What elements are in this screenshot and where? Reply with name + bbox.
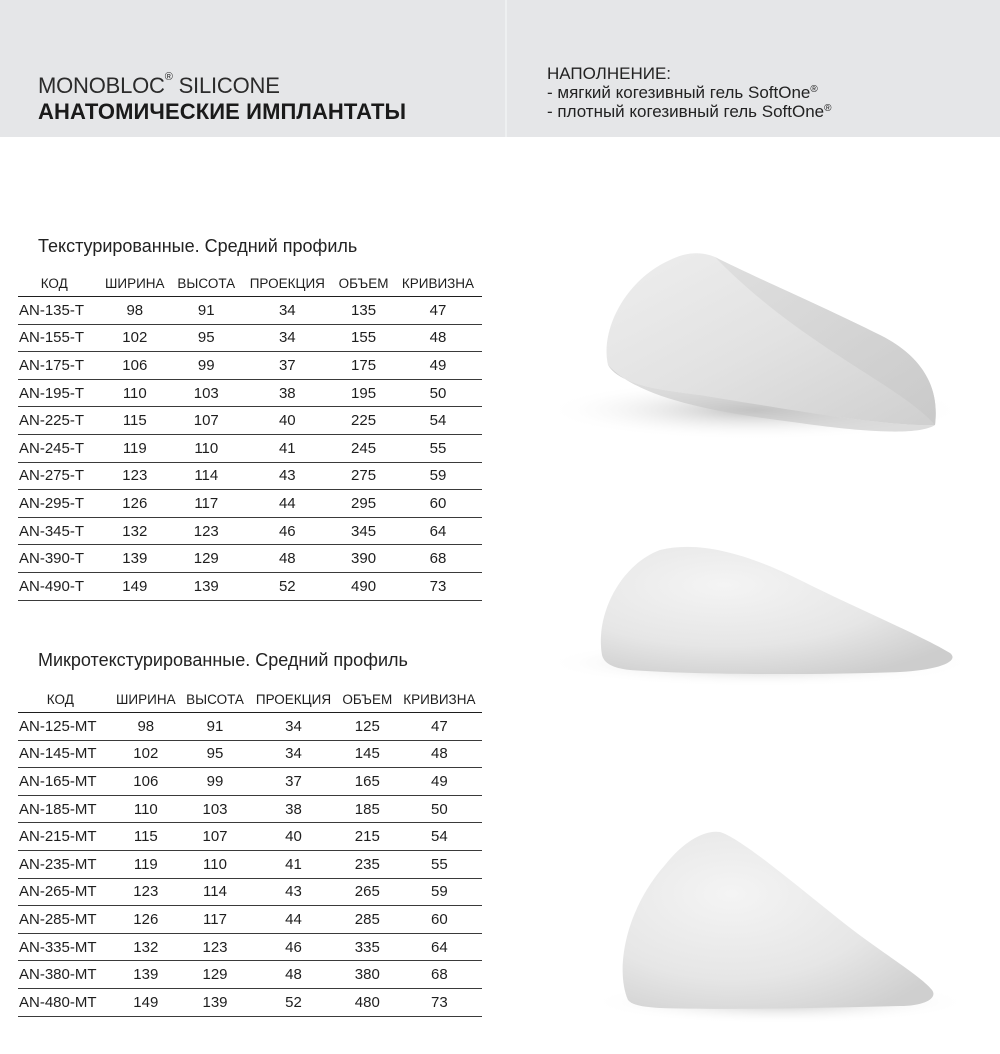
model-code-cell: AN-490-T — [18, 572, 99, 600]
table-cell: 295 — [333, 490, 394, 518]
table-cell: 123 — [99, 462, 172, 490]
table-cell: 110 — [181, 850, 249, 878]
spec-table-textured — [18, 272, 482, 601]
table-cell: 115 — [99, 407, 172, 435]
table-row — [18, 434, 482, 462]
table-row — [18, 324, 482, 352]
textured-implant-image — [540, 235, 980, 450]
table-cell: 115 — [111, 823, 181, 851]
table-row — [18, 297, 482, 325]
table-cell: 155 — [333, 324, 394, 352]
column-header: КОД — [18, 272, 99, 297]
table-cell: 102 — [99, 324, 172, 352]
table-header-row — [18, 688, 482, 713]
table-cell: 110 — [99, 379, 172, 407]
table-cell: 225 — [333, 407, 394, 435]
table-cell: 59 — [397, 878, 482, 906]
table-cell: 117 — [171, 490, 241, 518]
table-cell: 60 — [397, 906, 482, 934]
microtextured-implant-image — [540, 535, 980, 690]
table-cell: 34 — [241, 324, 333, 352]
column-header: ОБЪЕМ — [333, 272, 394, 297]
table-cell: 73 — [397, 988, 482, 1016]
table-row — [18, 517, 482, 545]
table-cell: 165 — [338, 768, 397, 796]
table-row — [18, 379, 482, 407]
model-code-cell: AN-295-T — [18, 490, 99, 518]
table-cell: 59 — [394, 462, 482, 490]
table-cell: 41 — [241, 434, 333, 462]
table-cell: 480 — [338, 988, 397, 1016]
table-cell: 114 — [181, 878, 249, 906]
table-cell: 129 — [181, 961, 249, 989]
table-row — [18, 768, 482, 796]
table-cell: 139 — [99, 545, 172, 573]
table-cell: 195 — [333, 379, 394, 407]
table-cell: 117 — [181, 906, 249, 934]
filling-heading: НАПОЛНЕНИЕ: — [547, 64, 672, 83]
table-cell: 95 — [171, 324, 241, 352]
table-cell: 52 — [249, 988, 338, 1016]
table-cell: 135 — [333, 297, 394, 325]
table-cell: 34 — [241, 297, 333, 325]
table-row — [18, 462, 482, 490]
table-cell: 60 — [394, 490, 482, 518]
model-code-cell: AN-245-T — [18, 434, 99, 462]
table-cell: 110 — [111, 795, 181, 823]
table-cell: 91 — [181, 713, 249, 741]
table-cell: 43 — [249, 878, 338, 906]
table-cell: 110 — [171, 434, 241, 462]
model-code-cell: AN-125-MT — [18, 713, 111, 741]
table-cell: 41 — [249, 850, 338, 878]
table-row — [18, 352, 482, 380]
table-cell: 123 — [111, 878, 181, 906]
model-code-cell: AN-390-T — [18, 545, 99, 573]
model-code-cell: AN-215-MT — [18, 823, 111, 851]
table-cell: 54 — [394, 407, 482, 435]
table-cell: 38 — [249, 795, 338, 823]
table-cell: 125 — [338, 713, 397, 741]
table-cell: 55 — [397, 850, 482, 878]
table-cell: 129 — [171, 545, 241, 573]
header-band — [0, 0, 1000, 137]
table-cell: 265 — [338, 878, 397, 906]
column-header: ВЫСОТА — [181, 688, 249, 713]
table-cell: 44 — [241, 490, 333, 518]
table-cell: 139 — [171, 572, 241, 600]
table-cell: 123 — [181, 933, 249, 961]
model-code-cell: AN-225-T — [18, 407, 99, 435]
model-code-cell: AN-275-T — [18, 462, 99, 490]
table-cell: 49 — [394, 352, 482, 380]
table-cell: 99 — [171, 352, 241, 380]
table-cell: 43 — [241, 462, 333, 490]
model-code-cell: AN-335-MT — [18, 933, 111, 961]
table-cell: 139 — [181, 988, 249, 1016]
page-title: АНАТОМИЧЕСКИЕ ИМПЛАНТАТЫ — [38, 99, 407, 124]
model-code-cell: AN-185-MT — [18, 795, 111, 823]
table-cell: 49 — [397, 768, 482, 796]
table-cell: 145 — [338, 740, 397, 768]
model-code-cell: AN-195-T — [18, 379, 99, 407]
table-cell: 73 — [394, 572, 482, 600]
table-cell: 54 — [397, 823, 482, 851]
table-cell: 149 — [111, 988, 181, 1016]
table-row — [18, 988, 482, 1016]
table-cell: 68 — [397, 961, 482, 989]
table-cell: 114 — [171, 462, 241, 490]
table-cell: 98 — [99, 297, 172, 325]
table-row — [18, 490, 482, 518]
model-code-cell: AN-285-MT — [18, 906, 111, 934]
section-title-microtextured: Микротекстурированные. Средний профиль — [38, 650, 408, 670]
table-cell: 103 — [171, 379, 241, 407]
table-row — [18, 740, 482, 768]
column-header: ОБЪЕМ — [338, 688, 397, 713]
table-row — [18, 933, 482, 961]
table-cell: 132 — [99, 517, 172, 545]
table-cell: 46 — [241, 517, 333, 545]
table-cell: 215 — [338, 823, 397, 851]
table-cell: 34 — [249, 740, 338, 768]
table-row — [18, 713, 482, 741]
column-header: ПРОЕКЦИЯ — [249, 688, 338, 713]
table-cell: 149 — [99, 572, 172, 600]
table-row — [18, 878, 482, 906]
table-cell: 50 — [397, 795, 482, 823]
model-code-cell: AN-480-MT — [18, 988, 111, 1016]
table-cell: 335 — [338, 933, 397, 961]
table-cell: 44 — [249, 906, 338, 934]
table-cell: 102 — [111, 740, 181, 768]
table-cell: 64 — [397, 933, 482, 961]
filling-firm: - плотный когезивный гель SoftOne® — [547, 102, 832, 121]
spec-table-microtextured — [18, 688, 482, 1017]
table-cell: 107 — [181, 823, 249, 851]
table-cell: 235 — [338, 850, 397, 878]
table-cell: 132 — [111, 933, 181, 961]
table-cell: 99 — [181, 768, 249, 796]
table-cell: 126 — [111, 906, 181, 934]
table-cell: 126 — [99, 490, 172, 518]
table-cell: 68 — [394, 545, 482, 573]
model-code-cell: AN-155-T — [18, 324, 99, 352]
model-code-cell: AN-165-MT — [18, 768, 111, 796]
filling-soft: - мягкий когезивный гель SoftOne® — [547, 83, 818, 102]
table-cell: 64 — [394, 517, 482, 545]
column-header: ВЫСОТА — [171, 272, 241, 297]
table-cell: 285 — [338, 906, 397, 934]
table-cell: 37 — [249, 768, 338, 796]
model-code-cell: AN-135-T — [18, 297, 99, 325]
table-cell: 50 — [394, 379, 482, 407]
model-code-cell: AN-235-MT — [18, 850, 111, 878]
table-row — [18, 961, 482, 989]
column-header: ШИРИНА — [99, 272, 172, 297]
table-cell: 390 — [333, 545, 394, 573]
table-cell: 55 — [394, 434, 482, 462]
table-cell: 91 — [171, 297, 241, 325]
column-header: ШИРИНА — [111, 688, 181, 713]
table-cell: 38 — [241, 379, 333, 407]
table-row — [18, 906, 482, 934]
table-cell: 119 — [99, 434, 172, 462]
table-row — [18, 823, 482, 851]
table-row — [18, 572, 482, 600]
table-cell: 48 — [394, 324, 482, 352]
table-cell: 40 — [241, 407, 333, 435]
table-cell: 95 — [181, 740, 249, 768]
table-cell: 47 — [397, 713, 482, 741]
table-cell: 185 — [338, 795, 397, 823]
table-cell: 345 — [333, 517, 394, 545]
column-header: КРИВИЗНА — [397, 688, 482, 713]
table-cell: 47 — [394, 297, 482, 325]
table-row — [18, 850, 482, 878]
table-cell: 139 — [111, 961, 181, 989]
header-divider — [505, 0, 507, 137]
filling-info — [547, 64, 832, 121]
microtextured-implant-side-image — [580, 820, 980, 1030]
table-cell: 46 — [249, 933, 338, 961]
table-cell: 40 — [249, 823, 338, 851]
table-cell: 48 — [241, 545, 333, 573]
table-row — [18, 407, 482, 435]
table-cell: 48 — [249, 961, 338, 989]
table-header-row — [18, 272, 482, 297]
table-row — [18, 795, 482, 823]
table-cell: 34 — [249, 713, 338, 741]
table-cell: 52 — [241, 572, 333, 600]
model-code-cell: AN-345-T — [18, 517, 99, 545]
table-cell: 380 — [338, 961, 397, 989]
table-cell: 48 — [397, 740, 482, 768]
table-cell: 175 — [333, 352, 394, 380]
column-header: ПРОЕКЦИЯ — [241, 272, 333, 297]
table-cell: 98 — [111, 713, 181, 741]
brand-name: MONOBLOC® SILICONE — [38, 71, 280, 98]
table-cell: 37 — [241, 352, 333, 380]
model-code-cell: AN-175-T — [18, 352, 99, 380]
model-code-cell: AN-380-MT — [18, 961, 111, 989]
table-cell: 123 — [171, 517, 241, 545]
table-cell: 245 — [333, 434, 394, 462]
table-cell: 490 — [333, 572, 394, 600]
table-row — [18, 545, 482, 573]
table-cell: 107 — [171, 407, 241, 435]
table-cell: 103 — [181, 795, 249, 823]
table-cell: 275 — [333, 462, 394, 490]
table-cell: 119 — [111, 850, 181, 878]
table-cell: 106 — [111, 768, 181, 796]
table-cell: 106 — [99, 352, 172, 380]
model-code-cell: AN-265-MT — [18, 878, 111, 906]
column-header: КОД — [18, 688, 111, 713]
section-title-textured: Текстурированные. Средний профиль — [38, 236, 358, 256]
column-header: КРИВИЗНА — [394, 272, 482, 297]
model-code-cell: AN-145-MT — [18, 740, 111, 768]
